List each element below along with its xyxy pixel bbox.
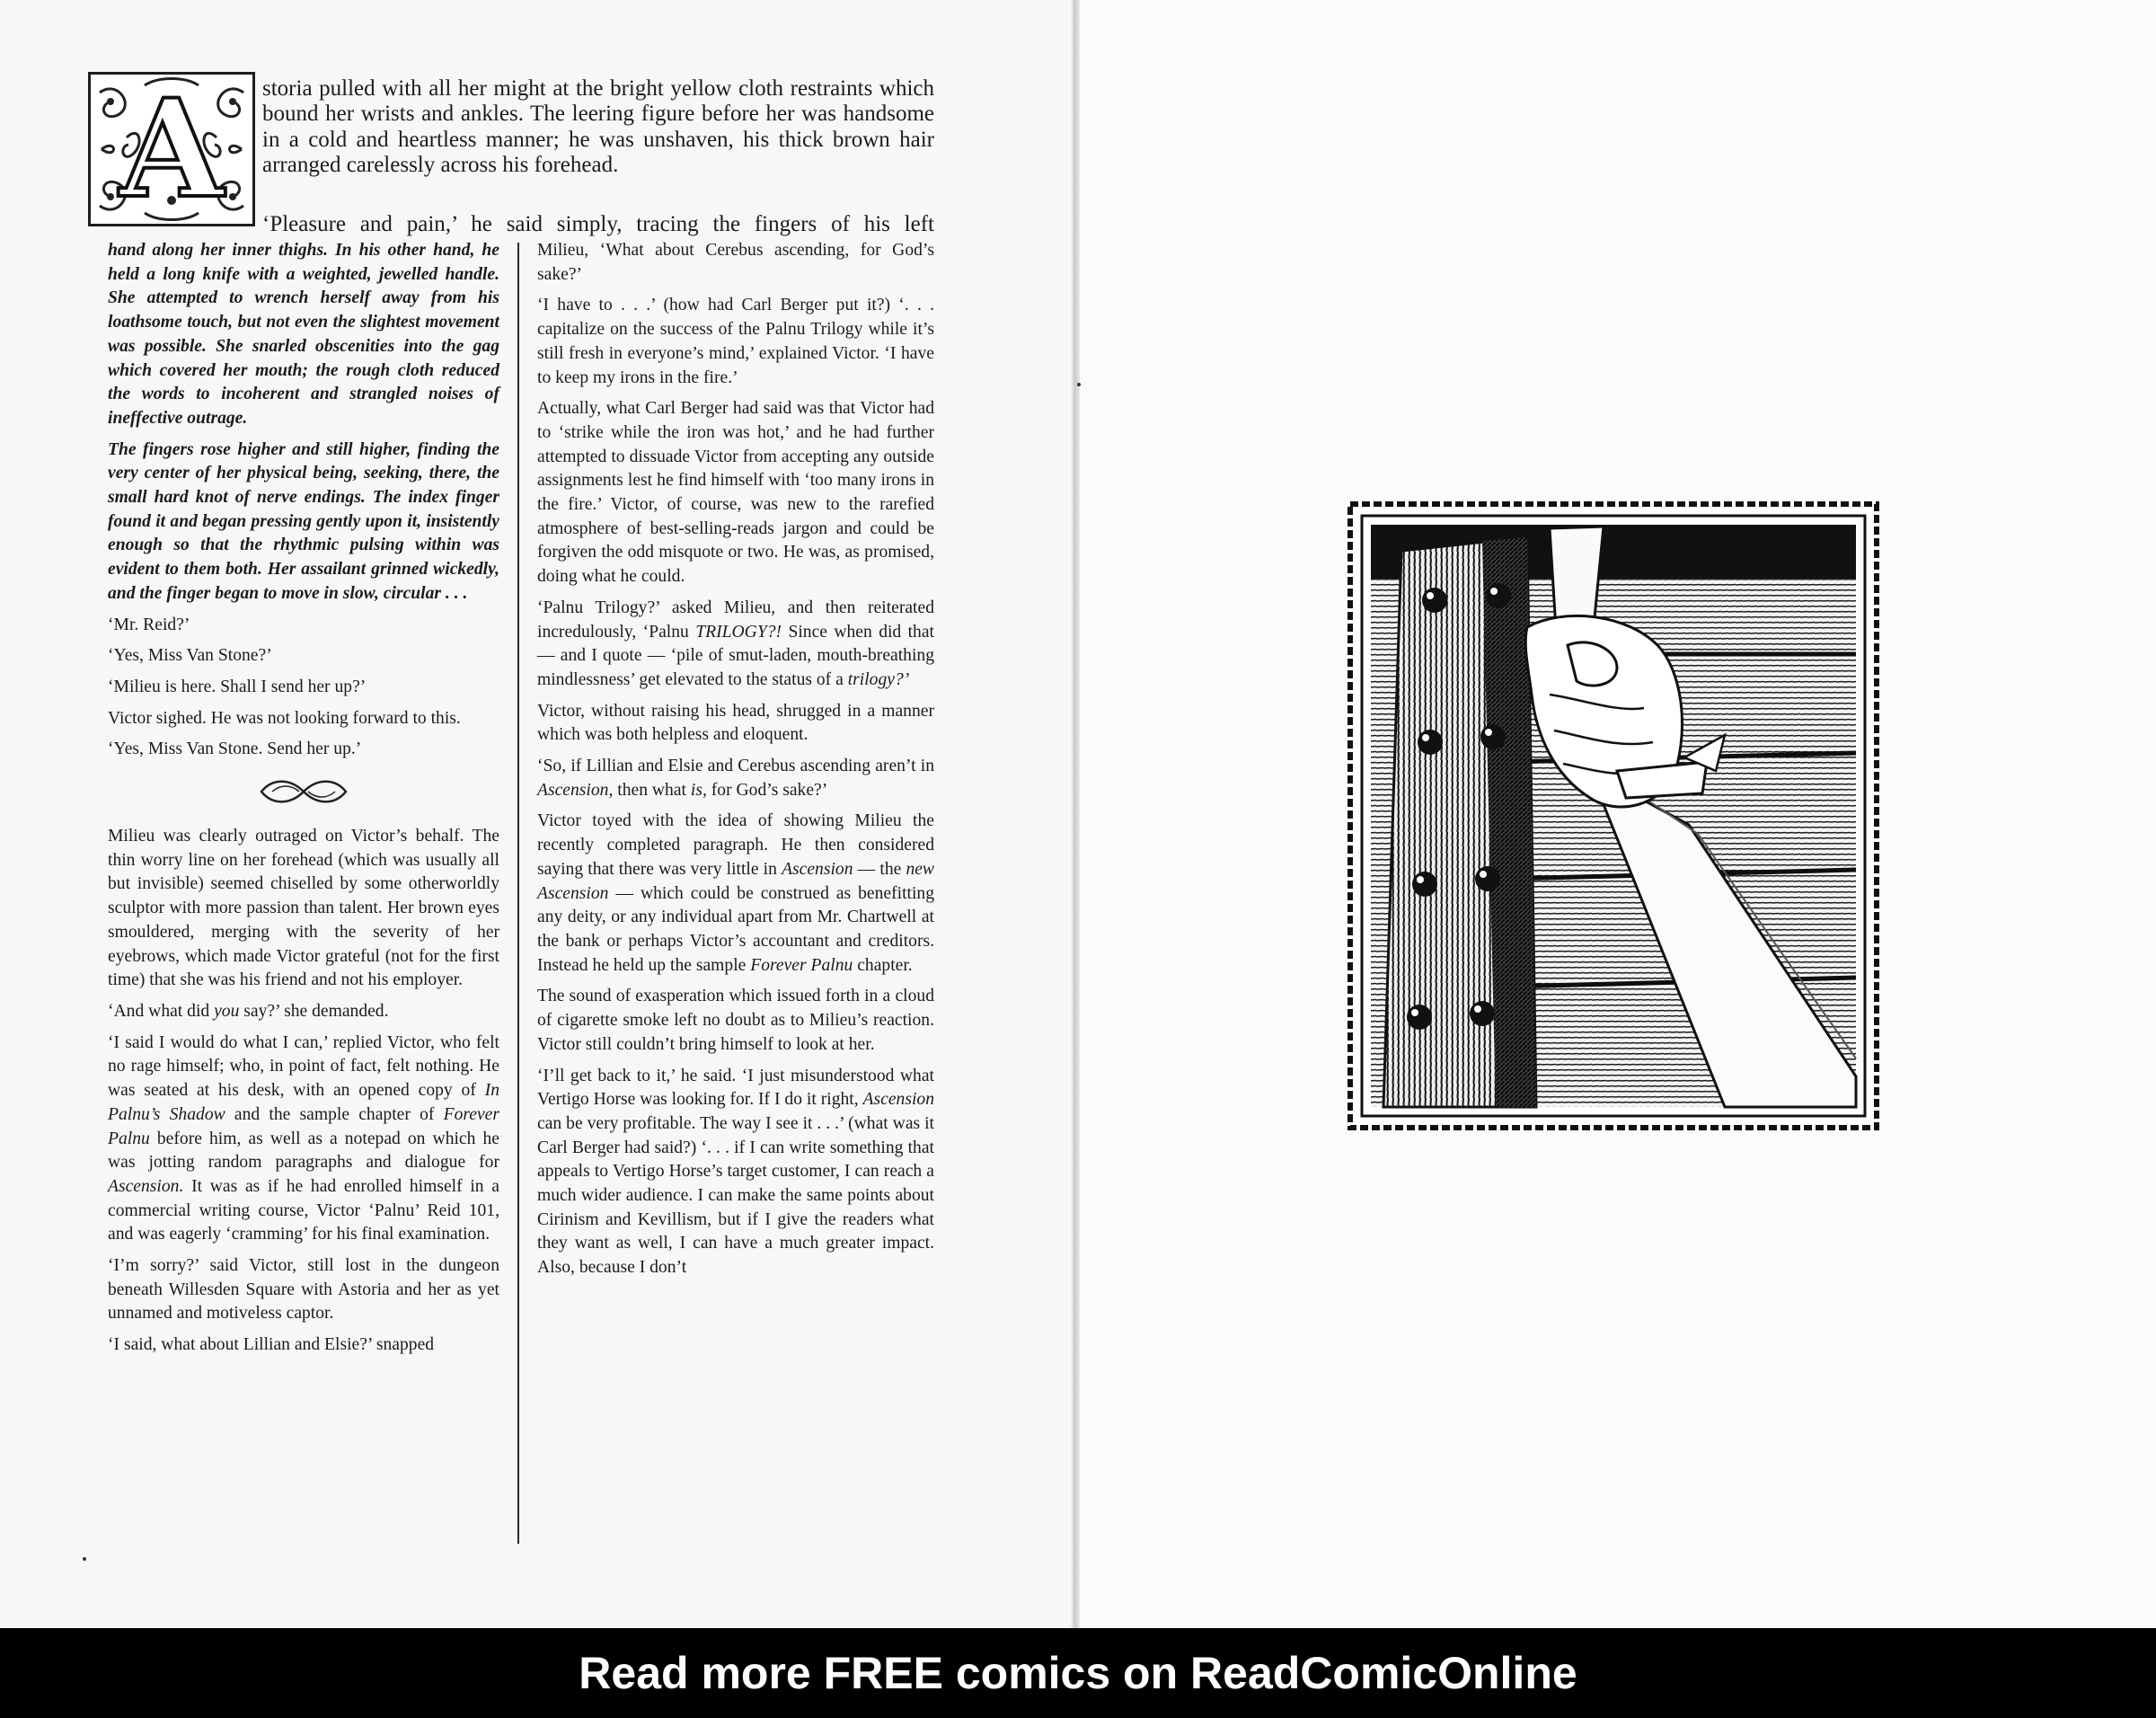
dialogue-line: ‘Mr. Reid?’ — [108, 615, 190, 634]
section-break-ornament — [108, 778, 499, 805]
paragraph: ‘And what did you say?’ she demanded. — [108, 1001, 389, 1021]
promo-banner[interactable]: Read more FREE comics on ReadComicOnline — [0, 1628, 2156, 1718]
paragraph: Victor, without raising his head, shrugged in a manner which was both helpless and eloquent. — [537, 701, 934, 745]
ornamental-dropcap — [88, 72, 255, 226]
paragraph: ‘I’ll get back to it,’ he said. ‘I just misunderstood what Vertigo Horse was looking for. If I do it right, Ascension can be very profitable. The way I see it . . .’ (what was it Carl Berger had said?) ‘. . . if I can write something that appeals to Vertigo Horse’s target customer, I can reach a much wider audience. I can make the same points about Cirinism and Kevillism, but if I give the readers what they want as well, I can have a much greater impact. Also, because I don’t — [537, 1066, 934, 1278]
column-divider — [517, 243, 519, 1544]
bound-hand-illustration — [1348, 501, 1879, 1130]
paragraph: The sound of exasperation which issued forth in a cloud of cigarette smoke left no doubt as to Milieu’s reaction. Victor still couldn’t bring himself to look at her. — [537, 987, 934, 1054]
dropcap-letter: A — [119, 70, 225, 228]
paragraph: ‘I said I would do what I can,’ replied Victor, who felt no rage himself; who, in point of fact, felt nothing. He was seated at his desk, with an opened copy of In Palnu’s Shadow and the sample chapter of Forever Palnu before him, as well as a notepad on which he was jotting random paragraphs and dialogue for Ascension. It was as if he had enrolled himself in a commercial writing course, Victor ‘Palnu’ Reid 101, and was eagerly ‘cramming’ for his final examination. — [108, 1032, 499, 1244]
italic-passage-2: The fingers rose higher and still higher, finding the very center of her physical being, seeking, there, the small hard knot of nerve endings. The index finger found it and began pressing gently upon it, insistently enough so that the rhythmic pulsing within was evident to them both. Her assailant grinned wickedly, and the finger began to move in slow, circular . . . — [108, 439, 499, 603]
paragraph: ‘So, if Lillian and Elsie and Cerebus ascending aren’t in Ascension, then what is, for God’s sake?’ — [537, 757, 934, 800]
page-speck — [1077, 383, 1081, 386]
book-spine — [1071, 0, 1080, 1628]
paragraph: Victor toyed with the idea of showing Milieu the recently completed paragraph. He then considered saying that there was very little in Ascension — the new Ascension — which could be construed as benefitting any deity, or any individual apart from Mr. Chartwell at the bank or perhaps Victor’s accountant and creditors. Instead he held up the sample Forever Palnu chapter. — [537, 811, 934, 975]
intro-paragraph: storia pulled with all her might at the bright yellow cloth restraints which bound her wrists and ankles. The leering figure before her was handsome in a cold and heartless manner; he was unshaven, his thick brown hair arranged carelessly across his forehead. — [262, 76, 934, 178]
intro-paragraph-continuation: ‘Pleasure and pain,’ he said simply, tracing the fingers of his left — [262, 212, 934, 236]
italic-passage-1: hand along her inner thighs. In his other hand, he held a long knife with a weighted, jewelled handle. She attempted to wrench herself away from his loathsome touch, but not even the slightest movement was possible. She snarled obscenities into the gag which covered her mouth; the rough cloth reduced the words to incoherent and strangled noises of ineffective outrage. — [108, 241, 499, 428]
right-text-column — [537, 239, 934, 1288]
dialogue-line: ‘Milieu is here. Shall I send her up?’ — [108, 677, 367, 696]
paragraph: Milieu was clearly outraged on Victor’s behalf. The thin worry line on her forehead (which was usually all but invisible) seemed chiselled by some otherworldly sculptor with more passion than talent. Her brown eyes smouldered, merging with the severity of her eyebrows, which made Victor grateful (not for the first time) that she was his friend and not his employer. — [108, 827, 499, 990]
dialogue-line: ‘Yes, Miss Van Stone?’ — [108, 646, 272, 666]
paragraph: ‘Palnu Trilogy?’ asked Milieu, and then reiterated incredulously, ‘Palnu TRILOGY?! Since when did that — and I quote — ‘pile of smut-laden, mouth-breathing mindlessness’ get elevated to the status of a trilogy?’ — [537, 598, 934, 689]
left-text-column — [108, 239, 499, 1365]
page-speck — [83, 1557, 86, 1561]
paragraph: ‘I said, what about Lillian and Elsie?’ snapped — [108, 1335, 435, 1355]
dialogue-line: ‘Yes, Miss Van Stone. Send her up.’ — [108, 739, 362, 759]
bound-hand-icon — [1348, 501, 1879, 1130]
paragraph: Milieu, ‘What about Cerebus ascending, for God’s sake?’ — [537, 241, 934, 284]
paragraph: Actually, what Carl Berger had said was that Victor had to ‘strike while the iron was hot,’ and he had further attempted to dissuade Victor from accepting any outside assignments lest he find himself with ‘too many irons in the fire.’ Victor, of course, was new to the rarefied atmosphere of best-selling-reads jargon and could be forgiven the odd misquote or two. He was, as promised, doing what he could. — [537, 399, 934, 587]
paragraph: Victor sighed. He was not looking forward to this. — [108, 708, 461, 728]
flourish-divider-icon — [254, 778, 353, 805]
paragraph: ‘I have to . . .’ (how had Carl Berger put it?) ‘. . . capitalize on the success of the Palnu Trilogy while it’s still fresh in everyone’s mind,’ explained Victor. ‘I have to keep my irons in the fire.’ — [537, 296, 934, 387]
paragraph: ‘I’m sorry?’ said Victor, still lost in the dungeon beneath Willesden Square with Astoria and her as yet unnamed and motiveless captor. — [108, 1256, 499, 1324]
